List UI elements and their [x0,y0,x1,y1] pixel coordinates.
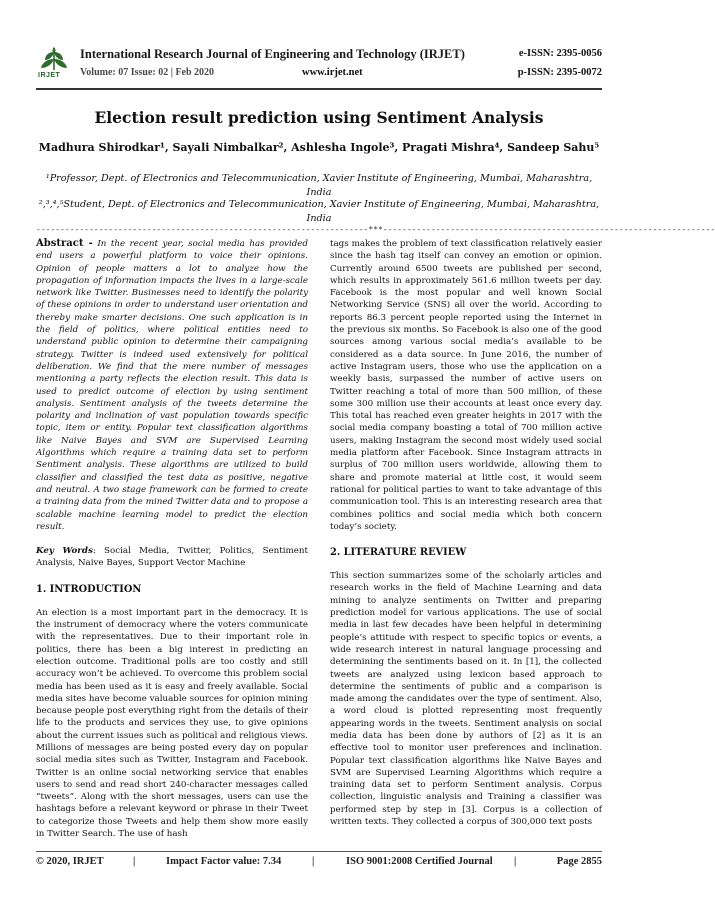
section-heading-literature-review: 2. LITERATURE REVIEW [330,547,467,559]
page-footer [36,856,602,872]
header-divider [36,88,602,90]
keywords [36,545,308,570]
footer-copyright: © 2020, IRJET [36,856,104,867]
section-separator: ---------------------------------------------------------------------***--------------------------------------------------------------------- [36,225,715,234]
footer-divider [36,851,602,852]
abstract [36,238,308,533]
right-column [330,238,602,828]
author-list: Madhura Shirodkar¹, Sayali Nimbalkar², Ashlesha Ingole³, Pragati Mishra⁴, Sandeep Sahu⁵ [38,141,600,154]
journal-title: International Research Journal of Engineering and Technology (IRJET) [80,47,465,61]
affiliation-2: ²,³,⁴,⁵Student, Dept. of Electronics and Telecommunication, Xavier Institute of Engineering, Mumbai, Maharashtra, India [38,199,600,224]
abstract-text: In the recent year, social media has provided end users a powerful platform to voice their opinions. Opinion of people matters a lot to analyze how the propagation of information impacts the lives in a large-scale network like Twitter. Businesses need to identify the polarity of these opinions in order to understand user orientation and thereby make smarter decisions. One such application is in the field of politics, where political entities need to understand public opinion to determine their campaigning strategy. Twitter is indeed used extensively for political deliberation. We find that the mere number of messages mentioning a party reflects the election result. This data is used to predict outcome of election by using sentiment analysis. Sentiment analysis of the tweets determine the polarity and inclination of vast population towards specific topic, item or entity. Popular text classification algorithms like Naive Bayes and SVM are Supervised Learning Algorithms which require a training data set to perform Sentiment analysis. These algorithms are utilized to build classifier and classified the test data as positive, negative and neutral. A two stage framework can be formed to create a training data from the mined Twitter data and to propose a scalable machine learning model to predict the election result. [36,239,308,532]
section-heading-introduction: 1. INTRODUCTION [36,583,142,595]
abstract-label: Abstract - [36,238,93,249]
volume-issue: Volume: 07 Issue: 02 | Feb 2020 [80,67,215,78]
footer-divider-2: | [312,856,315,867]
logo-text: IRJET [38,72,61,79]
journal-header [36,44,602,86]
journal-website-link[interactable]: www.irjet.net [302,67,363,78]
footer-divider-1: | [133,856,136,867]
keywords-text: : Social Media, Twitter, Politics, Sentiment Analysis, Naive Bayes, Support Vector Machine [36,546,308,569]
paper-title: Election result prediction using Sentiment Analysis [94,108,544,127]
e-issn: e-ISSN: 2395-0056 [518,48,602,59]
p-issn: p-ISSN: 2395-0072 [517,67,602,78]
introduction-text: An election is a most important part in the democracy. It is the instrument of democracy where the voters communicate with the representatives. Due to their important role in politics, there has been a big interest in predicting an election outcome. Traditional polls are too costly and still accuracy won’t be achieved. To overcome this problem social media has been used as it is easy and freely available. Social media sites have become valuable sources for opinion mining because people post everything right from the details of their life to the products and services they use, to give opinions about the current issues such as political and religious views. Millions of messages are being posted every day on popular social media sites such as Twitter, Instagram and Facebook. Twitter is an online social networking service that enables users to send and read short 240-character messages called “tweets”. Along with the short messages, users can use the hashtags before a relevant keyword or phrase in their Tweet to categorize those Tweets and help them show more easily in Twitter Search. The use of hash [36,607,308,840]
literature-review-text: This section summarizes some of the scholarly articles and research works in the field of Machine Learning and data mining to analyze sentiments on Twitter and preparing prediction model for various applications. The use of social media in last few decades have been helpful in determining people’s attitude with respect to specific topics or events, a wide research interest in natural language processing and determining the sentiments based on it. In [1], the collected tweets are analyzed using lexicon based approach to determine the sentiments of public and a comparison is made among the candidates over the type of sentiment. Also, a word cloud is plotted representing most frequently appearing words in the tweets. Sentiment analysis on social media data has been done by authors of [2] as it is an effective tool to monitor user preferences and inclination. Popular text classification algorithms like Naive Bayes and SVM are Supervised Learning Algorithms which require a training data set to perform Sentiment analysis. Corpus collection, linguistic analysis and Training a classifier was performed step by step in [3]. Corpus is a collection of written texts. They collected a corpus of 300,000 text posts [330,571,602,828]
footer-impact-factor: Impact Factor value: 7.34 [166,856,282,867]
affiliation-1: ¹Professor, Dept. of Electronics and Telecommunication, Xavier Institute of Engineering, Mumbai, Maharashtra, India [45,173,593,198]
footer-iso: ISO 9001:2008 Certified Journal [346,856,493,867]
footer-page-number: Page 2855 [556,856,602,867]
keywords-label: Key Words [36,546,93,557]
introduction-continued-text: tags makes the problem of text classification relatively easier since the hash tag itself can convey an emotion or opinion. Currently around 6500 tweets are published per second, which results in approximately 561.6 million tweets per day. Facebook is the most popular and well known Social Networking Service (SNS) all over the world. According to reports 86.3 percent people reported using the Internet in the previous six months. So Facebook is also one of the good sources among various social media’s available to be considered as a data source. In June 2016, the number of active Instagram users, those who use the application on a weekly basis, surpassed the number of active users on Twitter reaching a total of more than 500 million, of these some 300 million use their accounts at least once every day. This total has reached even greater heights in 2017 with the social media company boasting a total of 700 million active users, making Instagram the second most widely used social media platform after Facebook. Since Instagram attracts in surplus of 700 million users worldwide, allowing them to share and promote material at little cost, it would seem rational for political parties to want to take advantage of this communication tool. This is an interesting research area that combines politics and social media which both concern today’s society. [330,239,602,532]
left-column [36,238,308,840]
footer-divider-3: | [514,856,517,867]
